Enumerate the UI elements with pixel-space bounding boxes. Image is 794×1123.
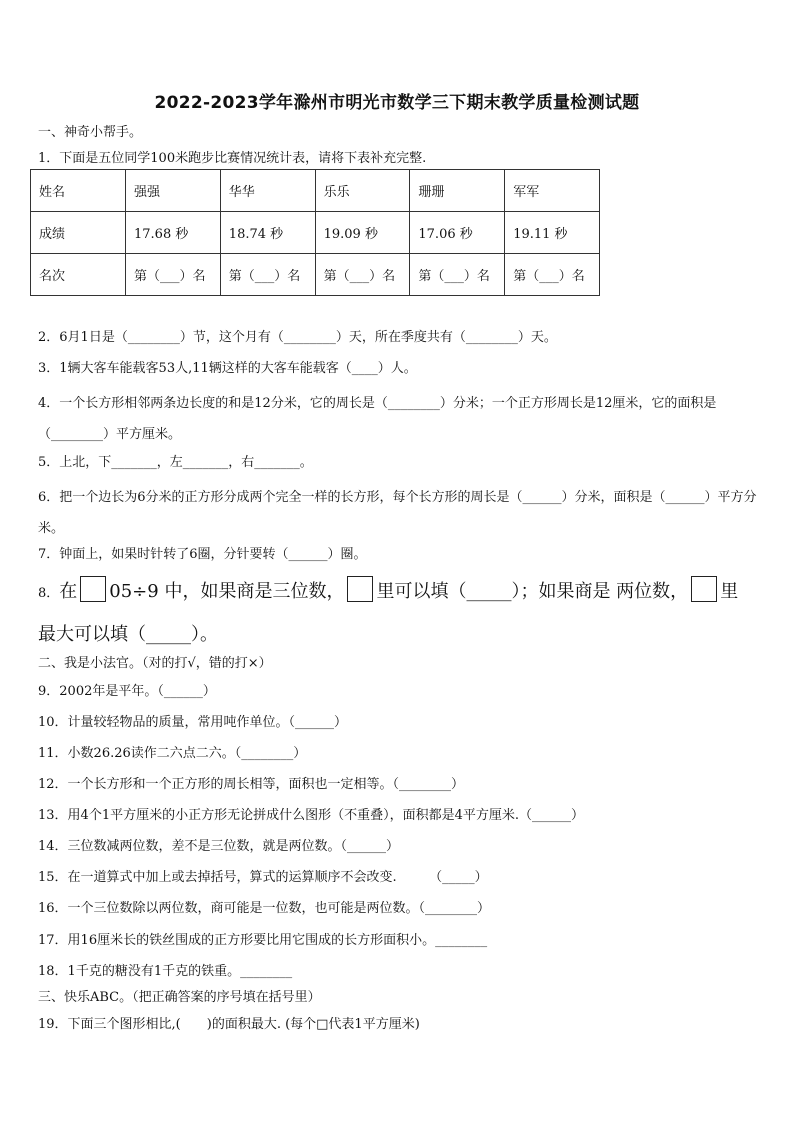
question-14: 14．三位数减两位数，差不是三位数，就是两位数。（______） [38,839,400,854]
question-9: 9．2002年是平年。（______） [38,684,216,699]
digit-box[interactable] [691,576,717,602]
question-18: 18．1千克的糖没有1千克的铁重。________ [38,964,293,979]
table-cell: 17.06 秒 [410,212,505,254]
question-8-text: 里 [720,581,739,602]
question-8 [38,576,738,603]
question-3: 3．1辆大客车能载客53人,11辆这样的大客车能载客（____）人。 [38,361,417,376]
section-heading-2: 二、我是小法官。（对的打√，错的打×） [38,656,272,671]
rank-blank-cell[interactable]: 第（___）名 [315,254,410,296]
question-11: 11．小数26.26读作二六点二六。（________） [38,746,307,761]
rank-blank-cell[interactable]: 第（___）名 [126,254,221,296]
table-cell: 17.68 秒 [126,212,221,254]
table-cell: 乐乐 [315,170,410,212]
rank-blank-cell[interactable]: 第（___）名 [410,254,505,296]
table-row [31,212,600,254]
digit-box[interactable] [347,576,373,602]
table-cell: 名次 [31,254,126,296]
table-cell: 强强 [126,170,221,212]
table-cell: 军军 [505,170,600,212]
rank-blank-cell[interactable]: 第（___）名 [505,254,600,296]
table-cell: 华华 [220,170,315,212]
score-table [30,169,600,296]
table-cell: 珊珊 [410,170,505,212]
question-10: 10．计量较轻物品的质量，常用吨作单位。（______） [38,715,348,730]
digit-box[interactable] [80,576,106,602]
table-cell: 成绩 [31,212,126,254]
question-6: 6．把一个边长为6分米的正方形分成两个完全一样的长方形，每个长方形的周长是（______）分米，面积是（______）平方分米。 [38,490,757,536]
question-2: 2．6月1日是（________）节，这个月有（________）天，所在季度共有（________）天。 [38,330,557,345]
section-heading-3: 三、快乐ABC。（把正确答案的序号填在括号里） [38,990,321,1005]
question-8-number: 8． [38,586,60,601]
question-4: 4．一个长方形相邻两条边长度的和是12分米，它的周长是（________）分米；一个正方形周长是12厘米，它的面积是（________）平方厘米。 [38,396,717,442]
rank-blank-cell[interactable]: 第（___）名 [220,254,315,296]
table-cell: 姓名 [31,170,126,212]
table-row [31,170,600,212]
page-title: 2022-2023学年滁州市明光市数学三下期末教学质量检测试题 [154,93,640,113]
table-cell: 19.09 秒 [315,212,410,254]
question-15: 15．在一道算式中加上或去掉括号，算式的运算顺序不会改变. （_____） [38,870,488,885]
question-16: 16．一个三位数除以两位数，商可能是一位数，也可能是两位数。（________） [38,901,491,916]
question-12: 12．一个长方形和一个正方形的周长相等，面积也一定相等。（________） [38,777,465,792]
question-19: 19．下面三个图形相比,( )的面积最大. (每个□代表1平方厘米) [38,1017,420,1032]
question-8-text: 在 [59,581,78,602]
question-13: 13．用4个1平方厘米的小正方形无论拼成什么图形（不重叠），面积都是4平方厘米.（______） [38,808,584,823]
question-8-text: 里可以填（_____）；如果商是 两位数， [376,581,689,602]
table-cell: 18.74 秒 [220,212,315,254]
question-1: 1．下面是五位同学100米跑步比赛情况统计表，请将下表补充完整. [38,151,427,166]
question-8-text: 05÷9 中，如果商是三位数， [109,581,345,602]
question-17: 17．用16厘米长的铁丝围成的正方形要比用它围成的长方形面积小。________ [38,933,488,948]
question-7: 7．钟面上，如果时针转了6圈，分针要转（______）圈。 [38,547,367,562]
question-8-line2: 最大可以填（_____）。 [38,624,218,645]
question-5: 5．上北，下_______，左_______，右_______。 [38,455,313,470]
table-row [31,254,600,296]
table-cell: 19.11 秒 [505,212,600,254]
section-heading-1: 一、神奇小帮手。 [38,125,143,140]
